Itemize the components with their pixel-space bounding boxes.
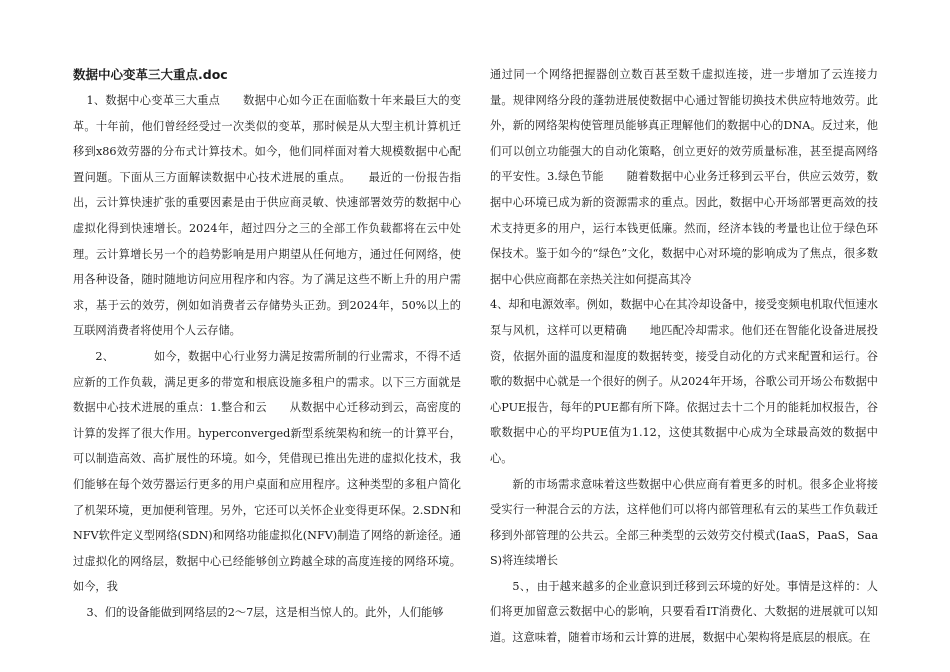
right-column <box>490 62 878 651</box>
left-column <box>73 62 461 625</box>
paragraph-3-start: 3、们的设备能做到网络层的2～7层，这是相当惊人的。此外，人们能够 <box>86 605 444 619</box>
paragraph-market: 新的市场需求意味着这些数据中心供应商有着更多的时机。很多企业将接受实行一种混合云的方法，这样他们可以将内部管理私有云的某些工作负载迁移到外部管理的公共云。全部三种类型的云效劳交付模式(IaaS，PaaS，SaaS)将连续增长 <box>490 477 878 568</box>
paragraph-5: 5、，由于越来越多的企业意识到迁移到云环境的好处。事情是这样的：人们将更加留意云数据中心的影响，只要看看IT消费化、大数据的进展就可以知道。这意味着，随着市场和云计算的进展，数据中心架构将是底层的根底。在 <box>490 579 878 645</box>
paragraph-2: 2、 如今，数据中心行业努力满足按需所制的行业需求，不得不适应新的工作负载，满足更多的带宽和根底设施多租户的需求。以下三方面就是数据中心技术进展的重点：1.整合和云 从数据中心迁移动到云，高密度的计算的发挥了很大作用。hyperconverged新型系统架构和统一的计算平台，可以制造高效、高扩展性的环境。如今，凭借现已推出先进的虚拟化技术，我们能够在每个效劳器运行更多的用户桌面和应用程序。这种类型的多租户简化了机架环境，更加便利管理。另外，它还可以关怀企业变得更环保。2.SDN和NFV软件定义型网络(SDN)和网络功能虚拟化(NFV)制造了网络的新途径。通过虚拟化的网络层，数据中心已经能够创立跨越全球的高度连接的网络环境。如今，我 <box>73 349 461 594</box>
paragraph-4: 4、却和电源效率。例如，数据中心在其冷却设备中，接受变频电机取代恒速水泵与风机，这样可以更精确 地匹配冷却需求。他们还在智能化设备进展投资，依据外面的温度和湿度的数据转变，接受自动化的方式来配置和运行。谷歌的数据中心就是一个很好的例子。从2024年开场，谷歌公司开场公布数据中心PUE报告，每年的PUE都有所下降。依据过去十二个月的能耗加权报告，谷歌数据中心的平均PUE值为1.12，这使其数据中心成为全球最高效的数据中心。 <box>490 298 878 465</box>
paragraph-1: 1、数据中心变革三大重点 数据中心如今正在面临数十年来最巨大的变革。十年前，他们曾经经受过一次类似的变革，那时候是从大型主机计算机迁移到x86效劳器的分布式计算技术。如今，他们同样面对着大规模数据中心配置问题。下面从三方面解读数据中心技术进展的重点。 最近的一份报告指出，云计算快速扩张的重要因素是由于供应商灵敏、快速部署效劳的数据中心虚拟化得到快速增长。2024年，超过四分之三的全部工作负载都将在云中处理。云计算增长另一个的趋势影响是用户期望从任何地方，通过任何网络，使用各种设备，随时随地访问应用程序和内容。为了满足这些不断上升的用户需求，基于云的效劳，例如如消费者云存储势头正劲。到2024年，50%以上的互联网消费者将使用个人云存储。 <box>73 94 461 338</box>
document-title: 数据中心变革三大重点.doc <box>73 67 228 82</box>
paragraph-3-continued: 通过同一个网络把握器创立数百甚至数千虚拟连接，进一步增加了云连接力量。规律网络分段的蓬勃进展使数据中心通过智能切换技术供应特地效劳。此外，新的网络架构使管理员能够真正理解他们的数据中心的DNA。反过来，他们可以创立功能强大的自动化策略，创立更好的效劳质量标准，甚至提高网络的平安性。3.绿色节能 随着数据中心业务迁移到云平台，供应云效劳，数据中心环境已成为新的资源需求的重点。因此，数据中心开场部署更高效的技术支持更多的用户，运行本钱更低廉。然而，经济本钱的考量也让位于绿色环保技术。鉴于如今的“绿色”文化，数据中心对环境的影响成为了焦点，很多数据中心供应商都在亲热关注如何提高其冷 <box>490 68 878 286</box>
